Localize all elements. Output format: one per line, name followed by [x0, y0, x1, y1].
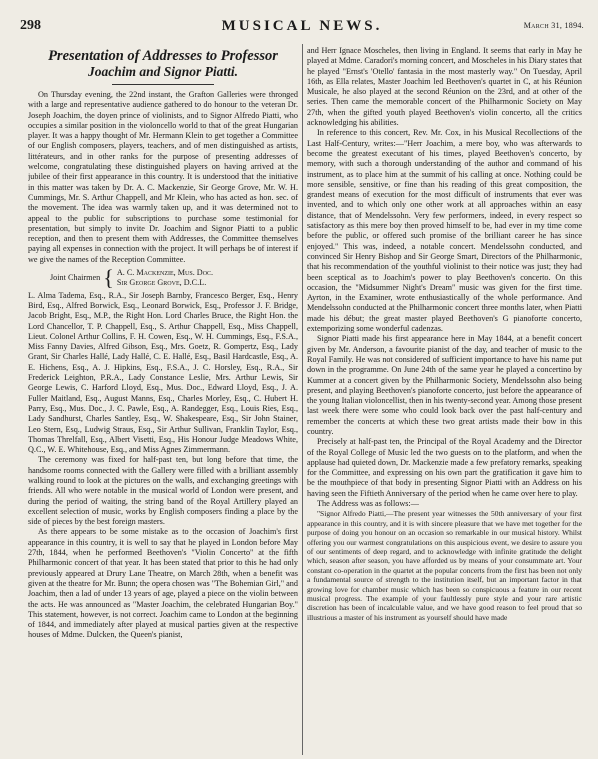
committee-list: L. Alma Tadema, Esq., R.A., Sir Joseph Barnby, Francesco Berger, Esq., Henry Bird, Esq., Alfred Borwick, Esq., Leonard Borwick, Esq., Professor J. F. Bridge, Jacob Bright, Esq., M.P., the Right Hon. Lord Charles Bruce, the Right Hon. the Lord Chancellor, T. P. Chappell, Esq., S. Arthur Chappell, Esq., Miss Chappell, Lieut. Colonel Arthur Collins, F. H. Cowen, Esq., W. H. Cummings, Esq., F.S.A., Miss Fanny Davies, Alfred Gibson, Esq., Mrs. Goetz, R. Gompertz, Esq., Lady Grant, Sir Charles Hallé, Lady Hallé, C. E. Hallé, Esq., Basil Hardcastle, Esq., A. E. Hichens, Esq., A. J. Hipkins, Esq., F.S.A., J. C. Horsley, Esq., R.A., Sir Frederick Leighton, P.R.A., Lady Constance Leslie, Mrs. Arthur Lewis, Sir George Lewis, C. Harford Lloyd, Esq., Mus. Doc., Edward Lloyd, Esq., J. A. Fuller Maitland, Esq., August Manns, Esq., Charles Morley, Esq., C. Hubert H. Parry, Esq., Mus. Doc., J. C. Pawle, Esq., A. Randegger, Esq., Louis Ries, Esq., Lady Sandhurst, Charles Santley, Esq., W. Shakespeare, Esq., Sir John Stainer, Leo Stern, Esq., Ludwig Straus, Esq., Sir Arthur Sullivan, Franklin Taylor, Esq., Thomas Threlfall, Esq., Albert Visetti, Esq., His Honour Judge Meadows White, Q.C., W. E. Whitehouse, Esq., and Miss Agnes Zimmermann.: [28, 290, 298, 455]
page-number: 298: [20, 18, 41, 33]
brace-icon: {: [103, 265, 114, 291]
column-divider: [302, 44, 303, 755]
chair-name-1: A. C. Mackenzie, Mus. Doc.: [116, 268, 214, 278]
paragraph-ceremony: The ceremony was fixed for half-past ten, but long before that time, the handsome rooms connected with the Gallery were filled with a brilliant assembly walking round to look at the pictures on the walls, and exchanging greetings with friends. All who were notable in the musical world of London were present, and during the period of waiting, the string band of the Royal Artillery played an excellent selection of music, works by English composers finding a place by the side of pieces by the best foreign masters.: [28, 455, 298, 527]
journal-title: MUSICAL NEWS.: [221, 18, 383, 34]
title-rule: [112, 84, 215, 85]
joint-chairmen: [50, 265, 298, 291]
right-column: [307, 46, 582, 755]
chair-label: Joint Chairmen: [50, 273, 101, 283]
paragraph-address-intro: The Address was as follows:—: [317, 499, 419, 509]
article-title-line-2: Joachim and Signor Piatti.: [87, 64, 239, 79]
page-header: [20, 18, 584, 40]
paragraph-intro: On Thursday evening, the 22nd instant, the Grafton Galleries were thronged with a large and representative audience gathered to do honour to the veteran Dr. Joseph Joachim, the doyen prince of violinists, and to Signor Alfredo Piatti, who occupies a similar position in the violoncello world to that of the great Hungarian player. It was a happy thought of Mr. Hermann Klein to get together a Committee of our English composers, players, teachers, and of men distinguished as artists, littérateurs, and in other ranks for the purpose of presenting addresses of welcome, congratulating these distinguished players on having arrived at the jubilee of their first appearance in this country. It is understood that the initiative in this matter was taken by Dr. A. C. Mackenzie, Sir George Grove, Mr. W. H. Cummings, Mr. S. Arthur Chappell, and Mr Klein, who has acted as hon. sec. of the movement. The idea was warmly taken up, and it was determined not to appeal to the public for subscriptions to purchase some testimonial for presentation, but simply to invite Dr. Joachim and Signor Piatti to a public reception, and then to present them with Addresses, the Committee themselves paying all expenses in connection with the project. It will perhaps be of interest if we give the names of the Reception Committee.: [28, 90, 298, 264]
paragraph-continued: and Herr Ignace Moscheles, then living in England. It seems that early in May he played at Mdme. Caradori's morning concert, and Moscheles in his Diary states that he played "Ernst's 'Otello' fantasia in the most masterly way." On Tuesday, April 16th, as Ella relates, Master Joachim led Beethoven's quartet in C, at his Réunion Musicale, he also played at the second Réunion on the 23rd, and at other of the series. Then came the memorable concert of the Philharmonic Society on May 27th, when the gifted youth played Beethoven's violin concerto, all the critics acknowledging his abilities.: [307, 46, 582, 128]
chair-names: [117, 268, 213, 289]
paragraph-first-appearance: As there appears to be some mistake as to the occasion of Joachim's first appearance in this country, it is well to say that he played in London before May 27th, 1844, when he performed Beethoven's "Violin Concerto" at the fifth Philharmonic concert of that year. It has been stated that prior to this he had only previously appeared at Drury Lane Theatre, on March 28th, when a benefit was given at the theatre for Mr. Bunn; the opera chosen was "The Bohemian Girl," and Joachim, then a lad of under 13 years of age, played a piece on the violin between the acts. He was announced as "Master Joachim, the celebrated Hungarian Boy." This statement, however, is not correct. Joachim came to London at the beginning of 1844, and immediately after played at musical parties given at the respective houses of Mdme. Dulcken, the Queen's pianist,: [28, 527, 298, 640]
issue-date: March 31, 1894.: [523, 21, 584, 30]
chair-name-2: Sir George Grove, D.C.L.: [116, 278, 207, 288]
paragraph-piatti-debut: Signor Piatti made his first appearance here in May 1844, at a benefit concert given by Mr. Anderson, a favourite pianist of the day, and teacher of music to the Royal Family. He was not considered of sufficient importance to have his name put down in the programme. On June 24th of the same year he played a concertino by Kummer at a concert given by the Philharmonic Society, Mendelssohn also being present, and playing Beethoven's pianoforte concerto, just before the appearance of the young Italian violoncellist, then in his twenty-second year. Among those present last week there were some who could look back over the past half-century and remember the concerts at which these two great artists made their bow in this country.: [307, 334, 582, 436]
paragraph-platform: Precisely at half-past ten, the Principal of the Royal Academy and the Director of the Royal College of Music led the two guests on to the platform, and when the applause had quieted down, Dr. Mackenzie made a few prefatory remarks, speaking for the Committee, and expressing on his own part the gratification it gave him to be the mouthpiece of that body in presenting Signor Piatti with an Address on his having seen the Fiftieth Anniversary of the period when he came over here to play.: [307, 437, 582, 498]
article-title: [28, 48, 298, 80]
paragraph-cox-recollections: In reference to this concert, Rev. Mr. Cox, in his Musical Recollections of the Last Half-Century, writes:—"Herr Joachim, a mere boy, who was afterwards to become the greatest executant of his times, played Beethoven's concerto, by memory, with such a thorough understanding of the author and command of his instrument, as to place him at the summit of his calling at once. Nothing could be more sensible, sensitive, or fine than his reading of this great composition, the grandest means of execution for the most difficult of instruments that ever was invented, and to which only one other work at all approaches within an easy distance, that of Mendelssohn. Very few performers, indeed, in every respect so satisfactory as this mere boy then proved himself to be, had ever in my time come before the public, or offered such promise of the brilliant career he has since enjoyed." This was, indeed, a notable concert. Mendelssohn conducted, and convinced Sir Henry Bishop and Sir George Smart, Directors of the Philharmonic, that his recommendation of the youthful violinist to their notice was just; they had been sceptical as to Joachim's power to play Beethoven's concerto. On this occasion, the "Midsummer Night's Dream" music was given for the first time. Ayrton, in the Examiner, wrote enthusiastically of the whole performance. And Mendelssohn conducted at the Philharmonic concert three months later, when Piatti made his début; the great master played Beethoven's G pianoforte concerto, extemporizing some wonderful cadenzas.: [307, 128, 582, 334]
left-column: [28, 46, 298, 755]
article-title-line-1: Presentation of Addresses to Professor: [48, 48, 278, 64]
address-text: "Signor Alfredo Piatti,—The present year witnesses the 50th anniversary of your first appearance in this country, and it is with sincere pleasure that we have met together for the purpose of doing you honour on an occasion so remarkable in our musical history. Whilst offering you our warmest congratulations on this auspicious event, we desire to assure you of our sentiments of deep regard, and to acknowledge with infinite gratitude the delight which, season after season, you have afforded us by means of your consummate art. Your constant co-operation in the quartet at the popular concerts from the first has been not only a fundamental source of strength to the institution itself, but an important factor in that growing love for chamber music which has been so conspicuous a feature in our recent musical progress. The example of your faultlessly pure style and your rare artistic discretion has been of incalculable value, and we have good reason to feel proud that so illustrious a master of his instrument as yourself should have made: [307, 509, 582, 622]
